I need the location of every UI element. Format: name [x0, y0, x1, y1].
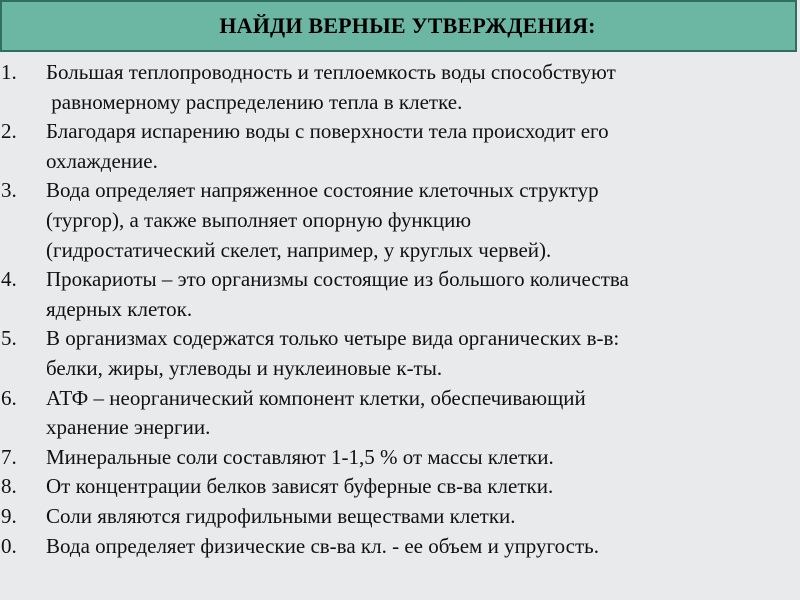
- item-text-line: От концентрации белков зависят буферные св-ва клетки.: [46, 474, 554, 499]
- list-item: [0, 384, 800, 443]
- item-text: [46, 265, 800, 324]
- item-number: 4.: [1, 267, 17, 292]
- item-text-line: Благодаря испарению воды с поверхности тела происходит его: [46, 119, 609, 144]
- item-text: [46, 384, 800, 443]
- item-text-line: белки, жиры, углеводы и нуклеиновые к-ты.: [46, 355, 443, 380]
- list-item: [0, 532, 800, 562]
- item-text: [46, 443, 800, 473]
- list-item: [0, 176, 800, 265]
- item-number: 3.: [1, 178, 17, 203]
- page-title: НАЙДИ ВЕРНЫЕ УТВЕРЖДЕНИЯ:: [219, 13, 596, 38]
- item-text-line: Прокариоты – это организмы состоящие из большого количества: [46, 267, 629, 292]
- item-text-line: Минеральные соли составляют 1-1,5 % от массы клетки.: [46, 444, 554, 469]
- list-item: [0, 502, 800, 532]
- item-text-line: равномерному распределению тепла в клетке.: [46, 89, 463, 114]
- list-item: [0, 324, 800, 383]
- item-number: 0.: [1, 533, 17, 558]
- list-item: [0, 117, 800, 176]
- list-item: [0, 472, 800, 502]
- item-text: [46, 532, 800, 562]
- item-number: 2.: [1, 119, 17, 144]
- item-text: [46, 472, 800, 502]
- item-text-line: Вода определяет физические св-ва кл. - ее объем и упругость.: [46, 533, 599, 558]
- list-item: [0, 265, 800, 324]
- item-number: 5.: [1, 326, 17, 351]
- item-text: [46, 502, 800, 532]
- list-item: [0, 58, 800, 117]
- item-text-line: охлаждение.: [46, 148, 158, 173]
- item-text-line: (гидростатический скелет, например, у круглых червей).: [46, 237, 552, 262]
- item-number: 7.: [1, 444, 17, 469]
- item-text: [46, 176, 800, 265]
- item-number: 9.: [1, 503, 17, 528]
- item-text-line: (тургор), а также выполняет опорную функцию: [46, 207, 472, 232]
- list-item: [0, 443, 800, 473]
- title-banner: [0, 0, 797, 52]
- item-text-line: Вода определяет напряженное состояние клеточных структур: [46, 178, 599, 203]
- item-text-line: В организмах содержатся только четыре вида органических в-в:: [46, 326, 620, 351]
- item-number: 6.: [1, 385, 17, 410]
- item-number: 1.: [1, 60, 17, 84]
- item-text-line: хранение энергии.: [46, 415, 211, 440]
- item-text-line: АТФ – неорганический компонент клетки, обеспечивающий: [46, 385, 586, 410]
- statement-list: [0, 58, 800, 561]
- item-text: [46, 58, 800, 117]
- item-text: [46, 324, 800, 383]
- item-text-line: ядерных клеток.: [46, 296, 193, 321]
- item-text-line: Большая теплопроводность и теплоемкость воды способствуют: [46, 60, 616, 84]
- item-text: [46, 117, 800, 176]
- item-number: 8.: [1, 474, 17, 499]
- item-text-line: Соли являются гидрофильными веществами клетки.: [46, 503, 516, 528]
